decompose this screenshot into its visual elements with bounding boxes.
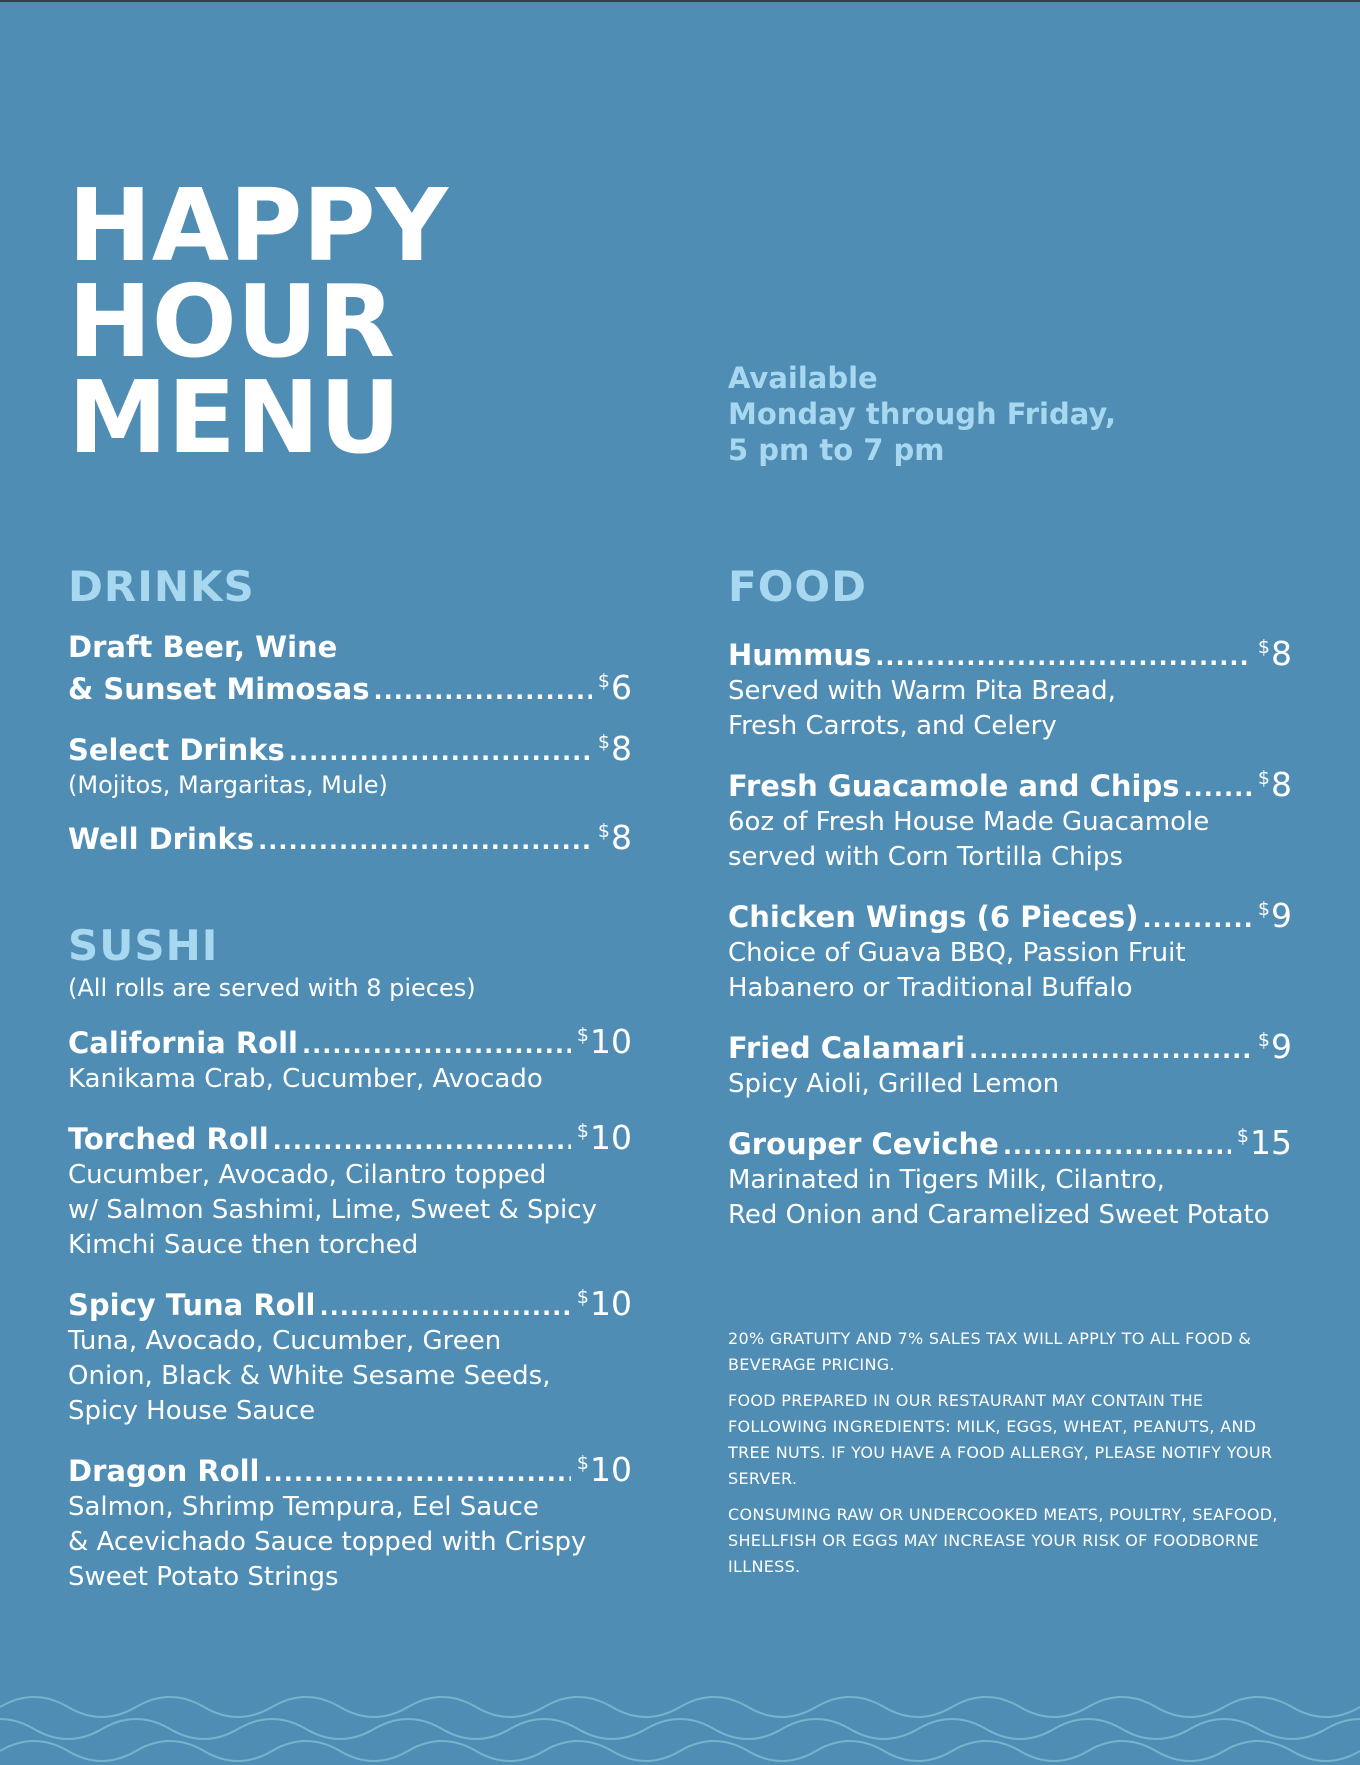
title-line-1: HAPPY (68, 167, 449, 284)
dot-leader (273, 1124, 571, 1158)
raw-food-warning: CONSUMING RAW OR UNDERCOOKED MEATS, POULTRY, SEAFOOD, SHELLFISH OR EGGS MAY INCREASE YOUR RISK OF FOODBORNE ILLNESS. (728, 1505, 1278, 1576)
item-name: Spicy Tuna Roll (68, 1288, 316, 1322)
dot-leader (319, 1290, 570, 1324)
top-border (0, 0, 1360, 2)
item-description-line: Choice of Guava BBQ, Passion Fruit (728, 938, 1186, 968)
list-item (728, 630, 1292, 744)
availability-line-1: Available (728, 361, 878, 395)
item-description-line: & Acevichado Sauce topped with Crispy (68, 1527, 587, 1557)
availability-line-2: Monday through Friday, (728, 397, 1117, 431)
item-price: $8 (1257, 765, 1292, 804)
list-item (728, 1119, 1292, 1233)
dot-leader (1142, 902, 1251, 936)
availability-line-3: 5 pm to 7 pm (728, 433, 945, 467)
item-price: $6 (597, 668, 632, 707)
item-price: $10 (576, 1118, 632, 1157)
dot-leader (875, 640, 1252, 674)
list-item (68, 1446, 632, 1595)
drinks-heading: DRINKS (68, 562, 255, 611)
item-description-line: served with Corn Tortilla Chips (728, 842, 1123, 872)
list-item (728, 761, 1292, 875)
allergy-note: FOOD PREPARED IN OUR RESTAURANT MAY CONTAIN THE FOLLOWING INGREDIENTS: MILK, EGGS, WHEAT, PEANUTS, AND TREE NUTS. IF YOU HAVE A FOOD ALLERGY, PLEASE NOTIFY YOUR SERVER. (728, 1391, 1273, 1488)
dot-leader (1184, 771, 1252, 805)
item-name: California Roll (68, 1026, 298, 1060)
item-name: Grouper Ceviche (728, 1127, 999, 1161)
item-description-line: Tuna, Avocado, Cucumber, Green (68, 1326, 502, 1356)
list-item (68, 814, 632, 858)
dot-leader (373, 674, 591, 708)
dot-leader (969, 1033, 1252, 1067)
item-name-line: Draft Beer, Wine (68, 630, 338, 664)
dot-leader (1003, 1129, 1231, 1163)
drinks-list (68, 630, 632, 858)
item-name: Fresh Guacamole and Chips (728, 769, 1180, 803)
item-name: Chicken Wings (6 Pieces) (728, 900, 1139, 934)
dot-leader (289, 735, 592, 769)
item-price: $10 (576, 1284, 632, 1323)
dot-leader (264, 1456, 571, 1490)
item-name: Fried Calamari (728, 1031, 966, 1065)
dot-leader (258, 824, 592, 858)
item-price: $9 (1257, 896, 1292, 935)
list-item (728, 892, 1292, 1006)
sushi-subheading: (All rolls are served with 8 pieces) (68, 974, 476, 1002)
item-description-line: 6oz of Fresh House Made Guacamole (728, 807, 1210, 837)
item-description-line: Habanero or Traditional Buffalo (728, 973, 1133, 1003)
item-description-line: Red Onion and Caramelized Sweet Potato (728, 1200, 1270, 1230)
list-item (68, 630, 632, 708)
food-list (728, 630, 1292, 1233)
list-item (68, 725, 632, 801)
title-line-2: HOUR (68, 263, 395, 380)
item-description-line: Salmon, Shrimp Tempura, Eel Sauce (68, 1492, 539, 1522)
item-description-line: Cucumber, Avocado, Cilantro topped (68, 1160, 547, 1190)
item-description-line: Sweet Potato Strings (68, 1562, 339, 1592)
item-price: $10 (576, 1450, 632, 1489)
wave-decoration (0, 1685, 1360, 1765)
item-price: $10 (576, 1022, 632, 1061)
item-price: $15 (1236, 1123, 1292, 1162)
item-description-line: Spicy Aioli, Grilled Lemon (728, 1069, 1060, 1099)
sushi-list (68, 972, 632, 1595)
list-item (68, 1018, 632, 1097)
gratuity-note: 20% GRATUITY AND 7% SALES TAX WILL APPLY TO ALL FOOD & BEVERAGE PRICING. (728, 1329, 1252, 1374)
item-price: $8 (597, 729, 632, 768)
item-description: (Mojitos, Margaritas, Mule) (68, 771, 388, 799)
sushi-heading: SUSHI (68, 921, 219, 970)
item-description-line: Kimchi Sauce then torched (68, 1230, 419, 1260)
dot-leader (302, 1028, 571, 1062)
list-item (68, 1114, 632, 1263)
food-heading: FOOD (728, 562, 867, 611)
item-name: Dragon Roll (68, 1454, 260, 1488)
item-price: $8 (1257, 634, 1292, 673)
item-name: Well Drinks (68, 822, 255, 856)
disclaimer-notes (728, 1326, 1298, 1590)
item-description-line: Served with Warm Pita Bread, (728, 676, 1116, 706)
list-item (68, 1280, 632, 1429)
list-item (728, 1023, 1292, 1102)
item-name: & Sunset Mimosas (68, 672, 370, 706)
item-name: Hummus (728, 638, 872, 672)
availability-note (728, 360, 1116, 468)
item-price: $9 (1257, 1027, 1292, 1066)
item-description-line: Onion, Black & White Sesame Seeds, (68, 1361, 551, 1391)
item-price: $8 (597, 818, 632, 857)
title-line-3: MENU (68, 359, 401, 476)
item-description-line: Spicy House Sauce (68, 1396, 316, 1426)
menu-title (68, 167, 449, 476)
item-name: Select Drinks (68, 733, 285, 767)
item-description-line: w/ Salmon Sashimi, Lime, Sweet & Spicy (68, 1195, 597, 1225)
item-name: Torched Roll (68, 1122, 269, 1156)
item-description-line: Marinated in Tigers Milk, Cilantro, (728, 1165, 1165, 1195)
item-description-line: Kanikama Crab, Cucumber, Avocado (68, 1064, 543, 1094)
item-description-line: Fresh Carrots, and Celery (728, 711, 1057, 741)
